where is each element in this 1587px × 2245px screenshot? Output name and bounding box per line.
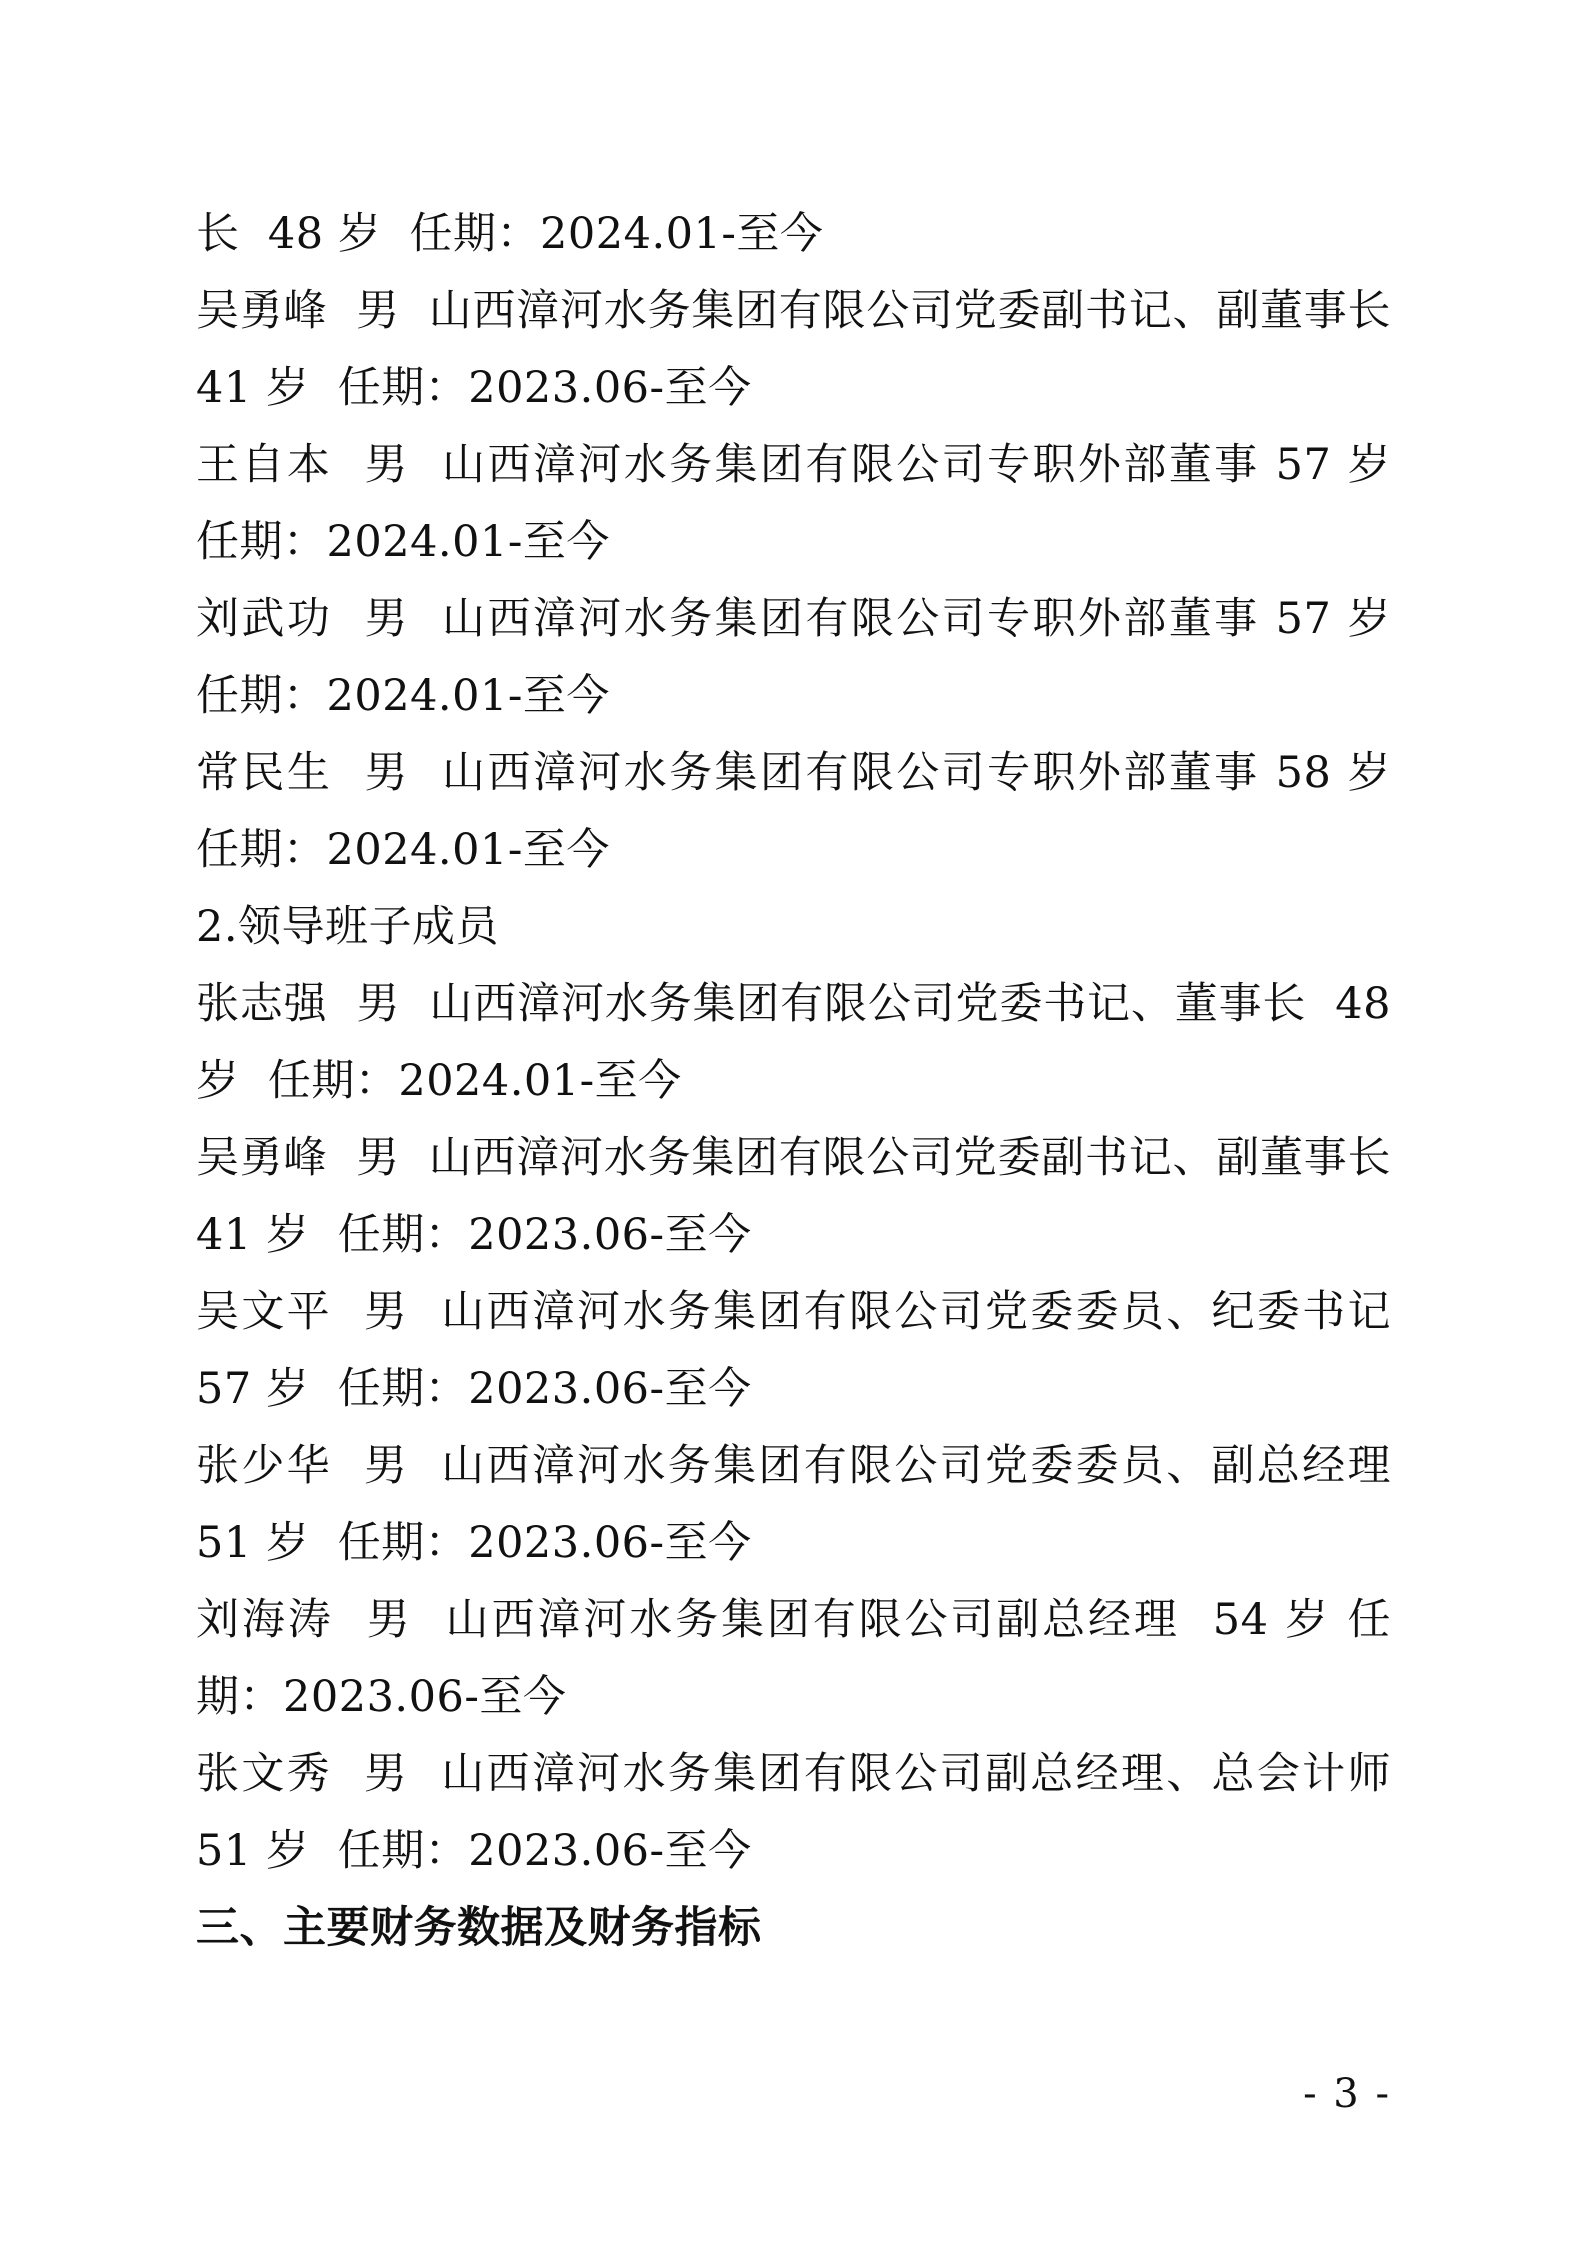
subheading-leadership-members: 2.领导班子成员 [196, 902, 500, 952]
paragraph-director-chang-minsheng: 常民生 男 山西漳河水务集团有限公司专职外部董事 58 岁 任期：2024.01-至今 [196, 748, 1420, 875]
paragraph-leader-liu-haitao: 刘海涛 男 山西漳河水务集团有限公司副总经理 54 岁 任期：2023.06-至今 [196, 1595, 1391, 1722]
paragraph-continuation: 长 48 岁 任期：2024.01-至今 [196, 209, 824, 259]
paragraph-leader-wu-yongfeng: 吴勇峰 男 山西漳河水务集团有限公司党委副书记、副董事长 41 岁 任期：2023.06-至今 [196, 1133, 1420, 1260]
paragraph-director-wang-ziben: 王自本 男 山西漳河水务集团有限公司专职外部董事 57 岁 任期：2024.01-至今 [196, 440, 1420, 567]
paragraph-leader-zhang-wenxiu: 张文秀 男 山西漳河水务集团有限公司副总经理、总会计师 51 岁 任期：2023.06-至今 [196, 1749, 1420, 1876]
paragraph-leader-zhang-shaohua: 张少华 男 山西漳河水务集团有限公司党委委员、副总经理 51 岁 任期：2023.06-至今 [196, 1441, 1420, 1568]
paragraph-director-liu-wugong: 刘武功 男 山西漳河水务集团有限公司专职外部董事 57 岁 任期：2024.01-至今 [196, 594, 1420, 721]
heading-financial-data: 三、主要财务数据及财务指标 [196, 1903, 762, 1953]
page-number: - 3 - [1303, 2071, 1391, 2117]
paragraph-director-wu-yongfeng: 吴勇峰 男 山西漳河水务集团有限公司党委副书记、副董事长 41 岁 任期：2023.06-至今 [196, 286, 1420, 413]
document-body [196, 196, 1420, 1967]
paragraph-leader-wu-wenping: 吴文平 男 山西漳河水务集团有限公司党委委员、纪委书记 57 岁 任期：2023.06-至今 [196, 1287, 1420, 1414]
paragraph-leader-zhang-zhiqiang: 张志强 男 山西漳河水务集团有限公司党委书记、董事长 48 岁 任期：2024.01-至今 [196, 979, 1406, 1106]
